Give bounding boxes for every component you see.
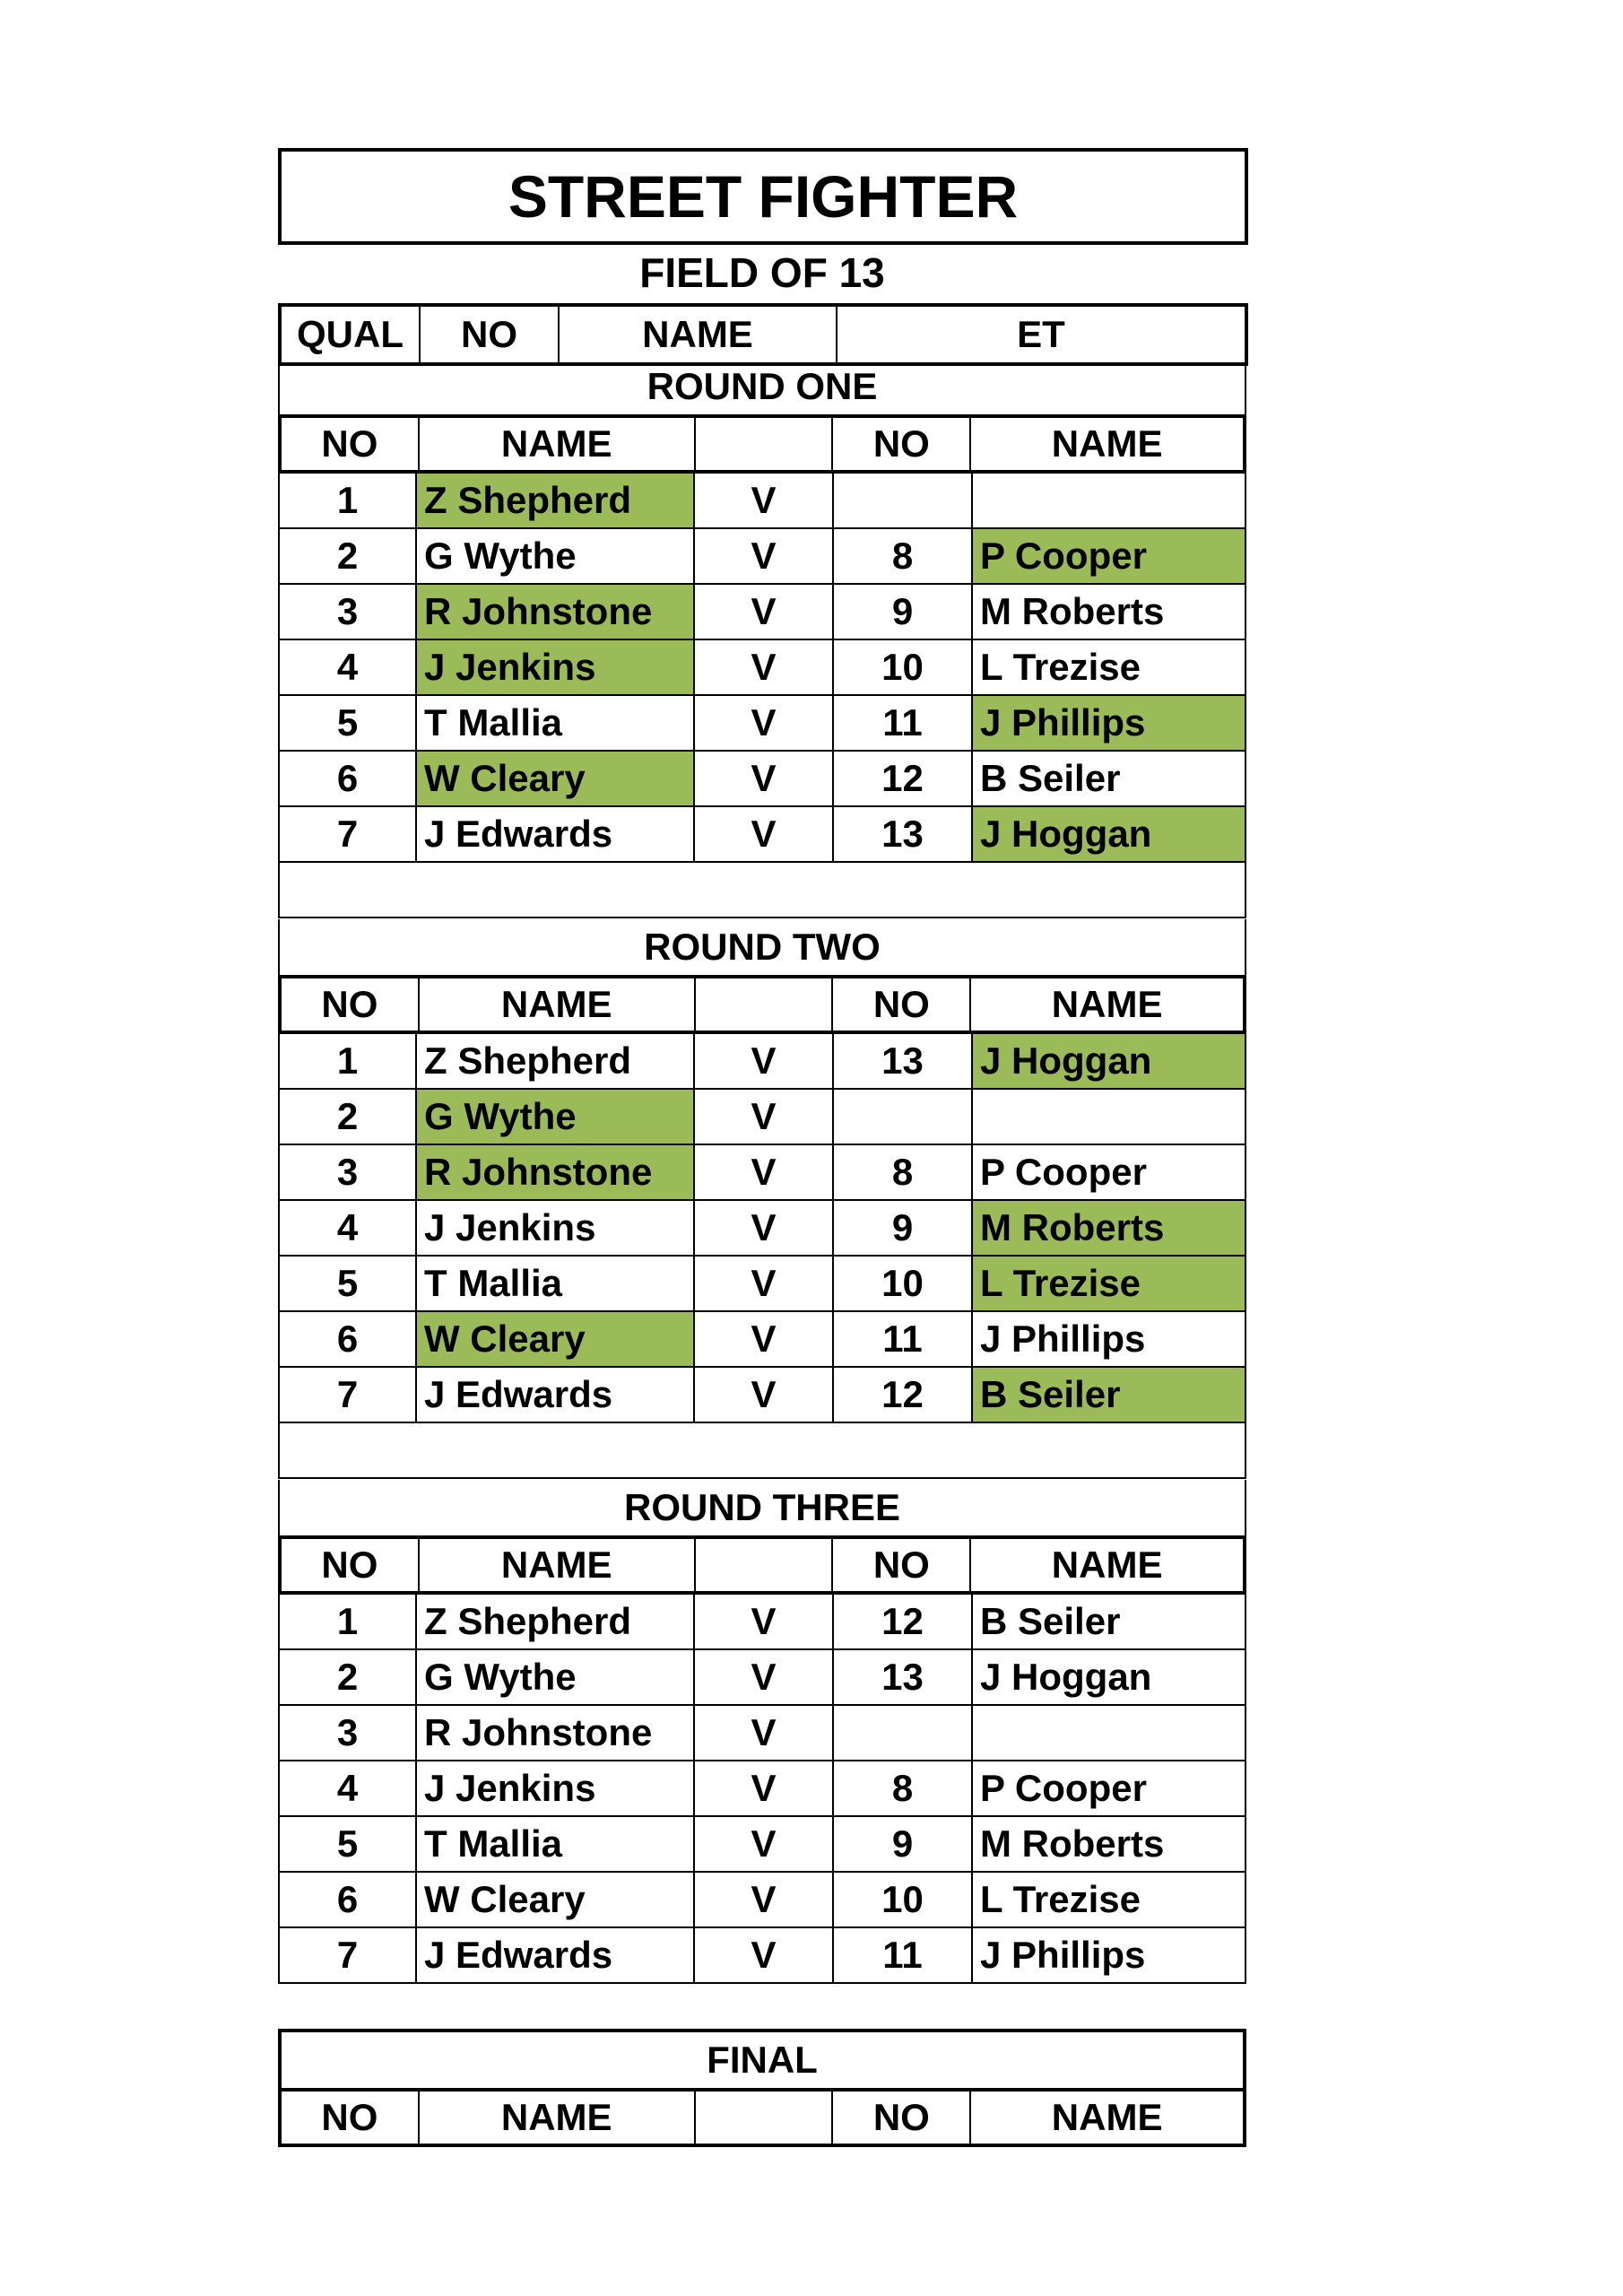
header-name2: NAME xyxy=(1051,2096,1163,2138)
round-header-row xyxy=(278,975,1246,1034)
final-title: FINAL xyxy=(278,2029,1246,2092)
round-table xyxy=(278,975,1246,1423)
versus-label: V xyxy=(695,807,834,863)
opponent-name: L Trezise xyxy=(973,1873,1246,1928)
versus-label: V xyxy=(695,1706,834,1761)
table-row xyxy=(278,1928,1246,1984)
opponent-no: 11 xyxy=(834,696,973,752)
header-name: NAME xyxy=(420,2092,696,2144)
opponent-no: 13 xyxy=(834,1650,973,1706)
versus-label: V xyxy=(695,529,834,585)
opponent-name: J Hoggan xyxy=(973,1034,1246,1090)
player-name: J Edwards xyxy=(417,807,695,863)
opponent-name xyxy=(973,1090,1246,1145)
player-no: 4 xyxy=(278,640,417,696)
opponent-no: 13 xyxy=(834,1034,973,1090)
opponent-no: 10 xyxy=(834,1873,973,1928)
versus-label: V xyxy=(695,1312,834,1368)
table-row xyxy=(278,1368,1246,1423)
header-v xyxy=(696,978,834,1031)
page-title: STREET FIGHTER xyxy=(278,148,1248,245)
opponent-name: J Hoggan xyxy=(973,1650,1246,1706)
table-row xyxy=(278,752,1246,807)
player-no: 2 xyxy=(278,1650,417,1706)
player-no: 6 xyxy=(278,752,417,807)
player-no: 4 xyxy=(278,1761,417,1817)
player-no: 2 xyxy=(278,529,417,585)
round-header-row xyxy=(278,1535,1246,1595)
player-name: W Cleary xyxy=(417,752,695,807)
table-row xyxy=(278,1201,1246,1257)
opponent-no: 8 xyxy=(834,1761,973,1817)
table-row xyxy=(278,1873,1246,1928)
header-name2: NAME xyxy=(1051,983,1163,1025)
table-row xyxy=(278,1761,1246,1817)
table-row xyxy=(278,1145,1246,1201)
versus-label: V xyxy=(695,1650,834,1706)
player-name: W Cleary xyxy=(417,1873,695,1928)
opponent-no xyxy=(834,1090,973,1145)
opponent-no: 11 xyxy=(834,1928,973,1984)
player-name: T Mallia xyxy=(417,1817,695,1873)
player-no: 4 xyxy=(278,1201,417,1257)
versus-label: V xyxy=(695,1817,834,1873)
table-row xyxy=(278,807,1246,863)
opponent-no xyxy=(834,1706,973,1761)
player-no: 7 xyxy=(278,807,417,863)
qual-header-name: NAME xyxy=(560,307,838,362)
player-no: 5 xyxy=(278,696,417,752)
header-name2: NAME xyxy=(1051,1544,1163,1586)
blank-row xyxy=(278,863,1246,918)
qual-header xyxy=(278,303,1248,366)
table-row xyxy=(278,1257,1246,1312)
round-table xyxy=(278,414,1246,863)
versus-label: V xyxy=(695,752,834,807)
player-no: 1 xyxy=(278,474,417,529)
player-name: R Johnstone xyxy=(417,585,695,640)
player-name: J Edwards xyxy=(417,1928,695,1984)
table-row xyxy=(278,1706,1246,1761)
header-name: NAME xyxy=(420,418,696,470)
header-v xyxy=(696,2092,834,2144)
opponent-no: 12 xyxy=(834,752,973,807)
table-row xyxy=(278,585,1246,640)
versus-label: V xyxy=(695,1201,834,1257)
versus-label: V xyxy=(695,1761,834,1817)
player-name: G Wythe xyxy=(417,529,695,585)
player-name: J Jenkins xyxy=(417,1761,695,1817)
final-header-row xyxy=(278,2088,1246,2147)
header-v xyxy=(696,418,834,470)
versus-label: V xyxy=(695,1034,834,1090)
player-name: Z Shepherd xyxy=(417,1595,695,1650)
player-no: 2 xyxy=(278,1090,417,1145)
versus-label: V xyxy=(695,1928,834,1984)
opponent-no: 12 xyxy=(834,1368,973,1423)
opponent-no: 10 xyxy=(834,640,973,696)
opponent-name: L Trezise xyxy=(973,1257,1246,1312)
qual-header-et: ET xyxy=(1017,313,1065,355)
opponent-name: J Phillips xyxy=(973,1312,1246,1368)
versus-label: V xyxy=(695,1368,834,1423)
opponent-no: 10 xyxy=(834,1257,973,1312)
final-table xyxy=(278,2088,1246,2147)
table-row xyxy=(278,1090,1246,1145)
player-no: 7 xyxy=(278,1928,417,1984)
round-title: ROUND THREE xyxy=(278,1480,1246,1535)
opponent-no: 12 xyxy=(834,1595,973,1650)
header-no2: NO xyxy=(833,418,971,470)
table-row xyxy=(278,1817,1246,1873)
player-name: G Wythe xyxy=(417,1090,695,1145)
table-row xyxy=(278,1650,1246,1706)
table-row xyxy=(278,1595,1246,1650)
blank-row xyxy=(278,1423,1246,1479)
round-table xyxy=(278,1535,1246,1984)
header-name: NAME xyxy=(420,978,696,1031)
round-header-row xyxy=(278,414,1246,474)
table-row xyxy=(278,1034,1246,1090)
player-name: R Johnstone xyxy=(417,1706,695,1761)
opponent-name: J Phillips xyxy=(973,1928,1246,1984)
opponent-name: P Cooper xyxy=(973,529,1246,585)
opponent-no: 8 xyxy=(834,1145,973,1201)
player-no: 3 xyxy=(278,1145,417,1201)
player-name: J Edwards xyxy=(417,1368,695,1423)
player-name: G Wythe xyxy=(417,1650,695,1706)
header-v xyxy=(696,1539,834,1591)
opponent-no: 9 xyxy=(834,1817,973,1873)
opponent-no xyxy=(834,474,973,529)
qual-header-no: NO xyxy=(421,307,560,362)
opponent-no: 9 xyxy=(834,1201,973,1257)
player-name: J Jenkins xyxy=(417,640,695,696)
versus-label: V xyxy=(695,1145,834,1201)
header-no: NO xyxy=(282,2092,420,2144)
opponent-no: 8 xyxy=(834,529,973,585)
versus-label: V xyxy=(695,1595,834,1650)
header-no: NO xyxy=(282,1539,420,1591)
opponent-name: M Roberts xyxy=(973,1201,1246,1257)
player-name: R Johnstone xyxy=(417,1145,695,1201)
table-row xyxy=(278,529,1246,585)
player-no: 5 xyxy=(278,1257,417,1312)
player-no: 6 xyxy=(278,1312,417,1368)
player-no: 1 xyxy=(278,1595,417,1650)
versus-label: V xyxy=(695,474,834,529)
opponent-name: B Seiler xyxy=(973,752,1246,807)
player-no: 6 xyxy=(278,1873,417,1928)
versus-label: V xyxy=(695,640,834,696)
player-no: 5 xyxy=(278,1817,417,1873)
versus-label: V xyxy=(695,1873,834,1928)
player-name: J Jenkins xyxy=(417,1201,695,1257)
table-row xyxy=(278,474,1246,529)
opponent-name: J Phillips xyxy=(973,696,1246,752)
opponent-name: M Roberts xyxy=(973,1817,1246,1873)
table-row xyxy=(278,696,1246,752)
versus-label: V xyxy=(695,1257,834,1312)
opponent-name: P Cooper xyxy=(973,1145,1246,1201)
player-no: 7 xyxy=(278,1368,417,1423)
header-name2: NAME xyxy=(1051,422,1163,465)
qual-header-qual: QUAL xyxy=(282,307,421,362)
player-name: T Mallia xyxy=(417,696,695,752)
opponent-no: 11 xyxy=(834,1312,973,1368)
player-name: Z Shepherd xyxy=(417,474,695,529)
round-title: ROUND TWO xyxy=(278,919,1246,975)
versus-label: V xyxy=(695,585,834,640)
player-name: W Cleary xyxy=(417,1312,695,1368)
opponent-name: B Seiler xyxy=(973,1595,1246,1650)
opponent-name: L Trezise xyxy=(973,640,1246,696)
table-row xyxy=(278,640,1246,696)
player-name: Z Shepherd xyxy=(417,1034,695,1090)
opponent-name: M Roberts xyxy=(973,585,1246,640)
header-no2: NO xyxy=(833,978,971,1031)
player-no: 3 xyxy=(278,585,417,640)
versus-label: V xyxy=(695,1090,834,1145)
header-name: NAME xyxy=(420,1539,696,1591)
table-row xyxy=(278,1312,1246,1368)
opponent-name: B Seiler xyxy=(973,1368,1246,1423)
opponent-name: J Hoggan xyxy=(973,807,1246,863)
opponent-no: 9 xyxy=(834,585,973,640)
player-no: 3 xyxy=(278,1706,417,1761)
player-name: T Mallia xyxy=(417,1257,695,1312)
opponent-name xyxy=(973,474,1246,529)
round-title: ROUND ONE xyxy=(278,359,1246,414)
header-no: NO xyxy=(282,978,420,1031)
player-no: 1 xyxy=(278,1034,417,1090)
opponent-name xyxy=(973,1706,1246,1761)
header-no: NO xyxy=(282,418,420,470)
header-no2: NO xyxy=(833,1539,971,1591)
header-no2: NO xyxy=(833,2092,971,2144)
opponent-no: 13 xyxy=(834,807,973,863)
field-size: FIELD OF 13 xyxy=(639,249,885,296)
versus-label: V xyxy=(695,696,834,752)
opponent-name: P Cooper xyxy=(973,1761,1246,1817)
